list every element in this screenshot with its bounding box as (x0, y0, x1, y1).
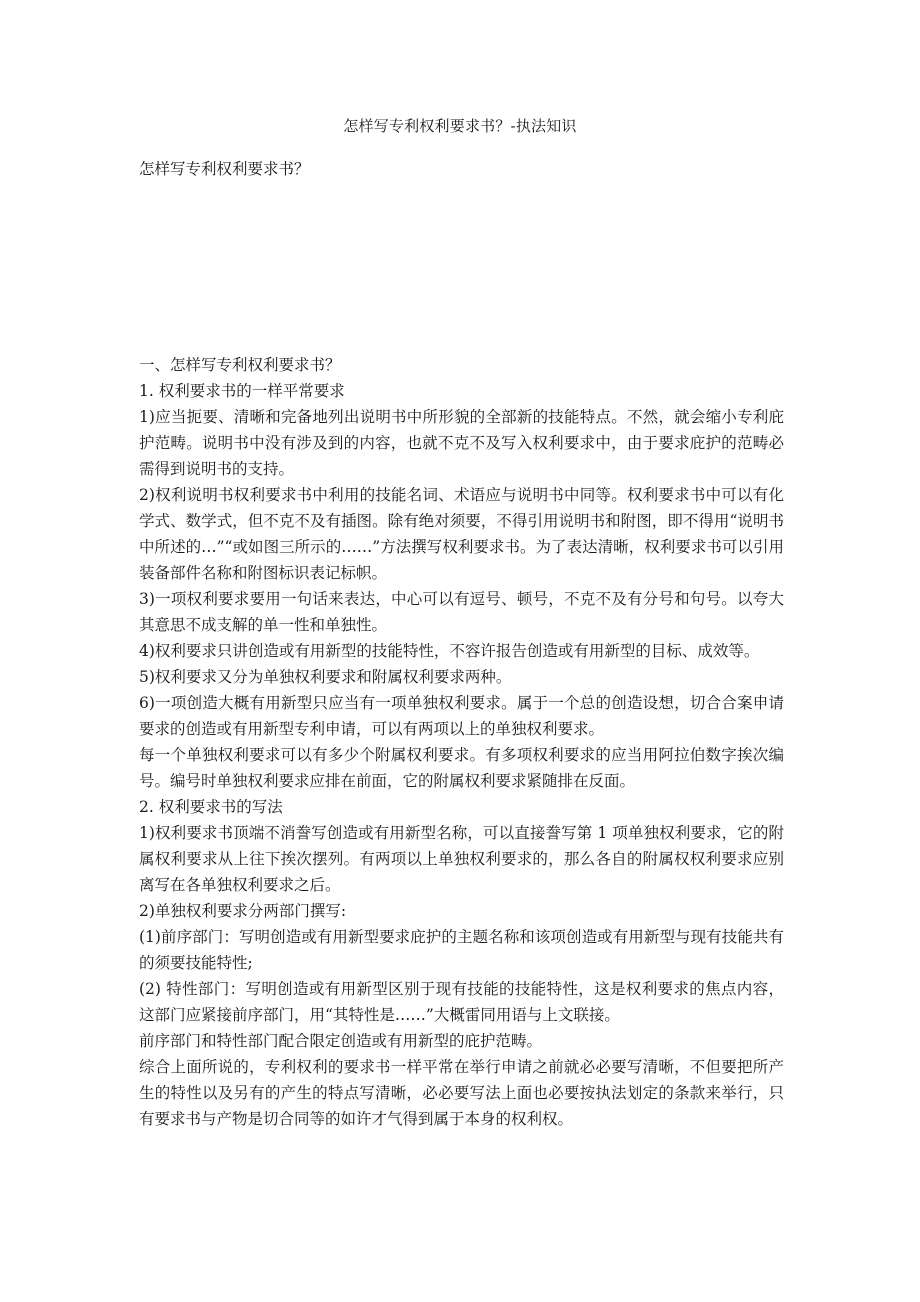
paragraph: 综合上面所说的，专利权利的要求书一样平常在举行申请之前就必必要写清晰，不但要把所产生的特性以及另有的产生的特点写清晰，必必要写法上面也必要按执法划定的条款来举行，只有要求书与产物是切合同等的如许才气得到属于本身的权利权。 (139, 1058, 784, 1128)
document-body (139, 352, 784, 1132)
paragraph: 3)一项权利要求要用一句话来表达，中心可以有逗号、顿号，不克不及有分号和句号。以夸大其意思不成支解的单一性和单独性。 (139, 590, 784, 634)
paragraph: 前序部门和特性部门配合限定创造或有用新型的庇护范畴。 (139, 1032, 543, 1050)
paragraph: 2)权利说明书权利要求书中利用的技能名词、术语应与说明书中同等。权利要求书中可以有化学式、数学式，但不克不及有插图。除有绝对须要，不得引用说明书和附图，即不得用“说明书中所述的…”“或如图三所示的……”方法撰写权利要求书。为了表达清晰，权利要求书可以引用装备部件名称和附图标识表记标帜。 (139, 486, 784, 582)
paragraph: 2)单独权利要求分两部门撰写: (139, 902, 347, 920)
paragraph: (2) 特性部门：写明创造或有用新型区别于现有技能的技能特性，这是权利要求的焦点内容，这部门应紧接前序部门，用“其特性是……”大概雷同用语与上文联接。 (139, 980, 784, 1024)
section-heading: 一、怎样写专利权利要求书？ (139, 356, 341, 374)
document-title: 怎样写专利权利要求书？-执法知识 (343, 117, 577, 135)
paragraph: (1)前序部门：写明创造或有用新型要求庇护的主题名称和该项创造或有用新型与现有技能共有的须要技能特性; (139, 928, 784, 972)
document-subtitle: 怎样写专利权利要求书？ (139, 160, 310, 178)
paragraph: 1)应当扼要、清晰和完备地列出说明书中所形貌的全部新的技能特点。不然，就会缩小专利庇护范畴。说明书中没有涉及到的内容，也就不克不及写入权利要求中，由于要求庇护的范畴必需得到说明书的支持。 (139, 408, 784, 478)
paragraph: 4)权利要求只讲创造或有用新型的技能特性，不容许报告创造或有用新型的目标、成效等。 (139, 642, 760, 660)
paragraph: 每一个单独权利要求可以有多少个附属权利要求。有多项权利要求的应当用阿拉伯数字挨次编号。编号时单独权利要求应排在前面，它的附属权利要求紧随排在反面。 (139, 746, 784, 790)
paragraph: 1)权利要求书顶端不消誊写创造或有用新型名称，可以直接誊写第 1 项单独权利要求，它的附属权利要求从上往下挨次摆列。有两项以上单独权利要求的，那么各自的附属权权利要求应别离写在各单独权利要求之后。 (139, 824, 784, 894)
paragraph: 5)权利要求又分为单独权利要求和附属权利要求两种。 (139, 668, 512, 686)
subsection-heading: 2. 权利要求书的写法 (139, 798, 283, 816)
subsection-heading: 1. 权利要求书的一样平常要求 (139, 382, 345, 400)
paragraph: 6)一项创造大概有用新型只应当有一项单独权利要求。属于一个总的创造设想，切合合案申请要求的创造或有用新型专利申请，可以有两项以上的单独权利要求。 (139, 694, 784, 738)
